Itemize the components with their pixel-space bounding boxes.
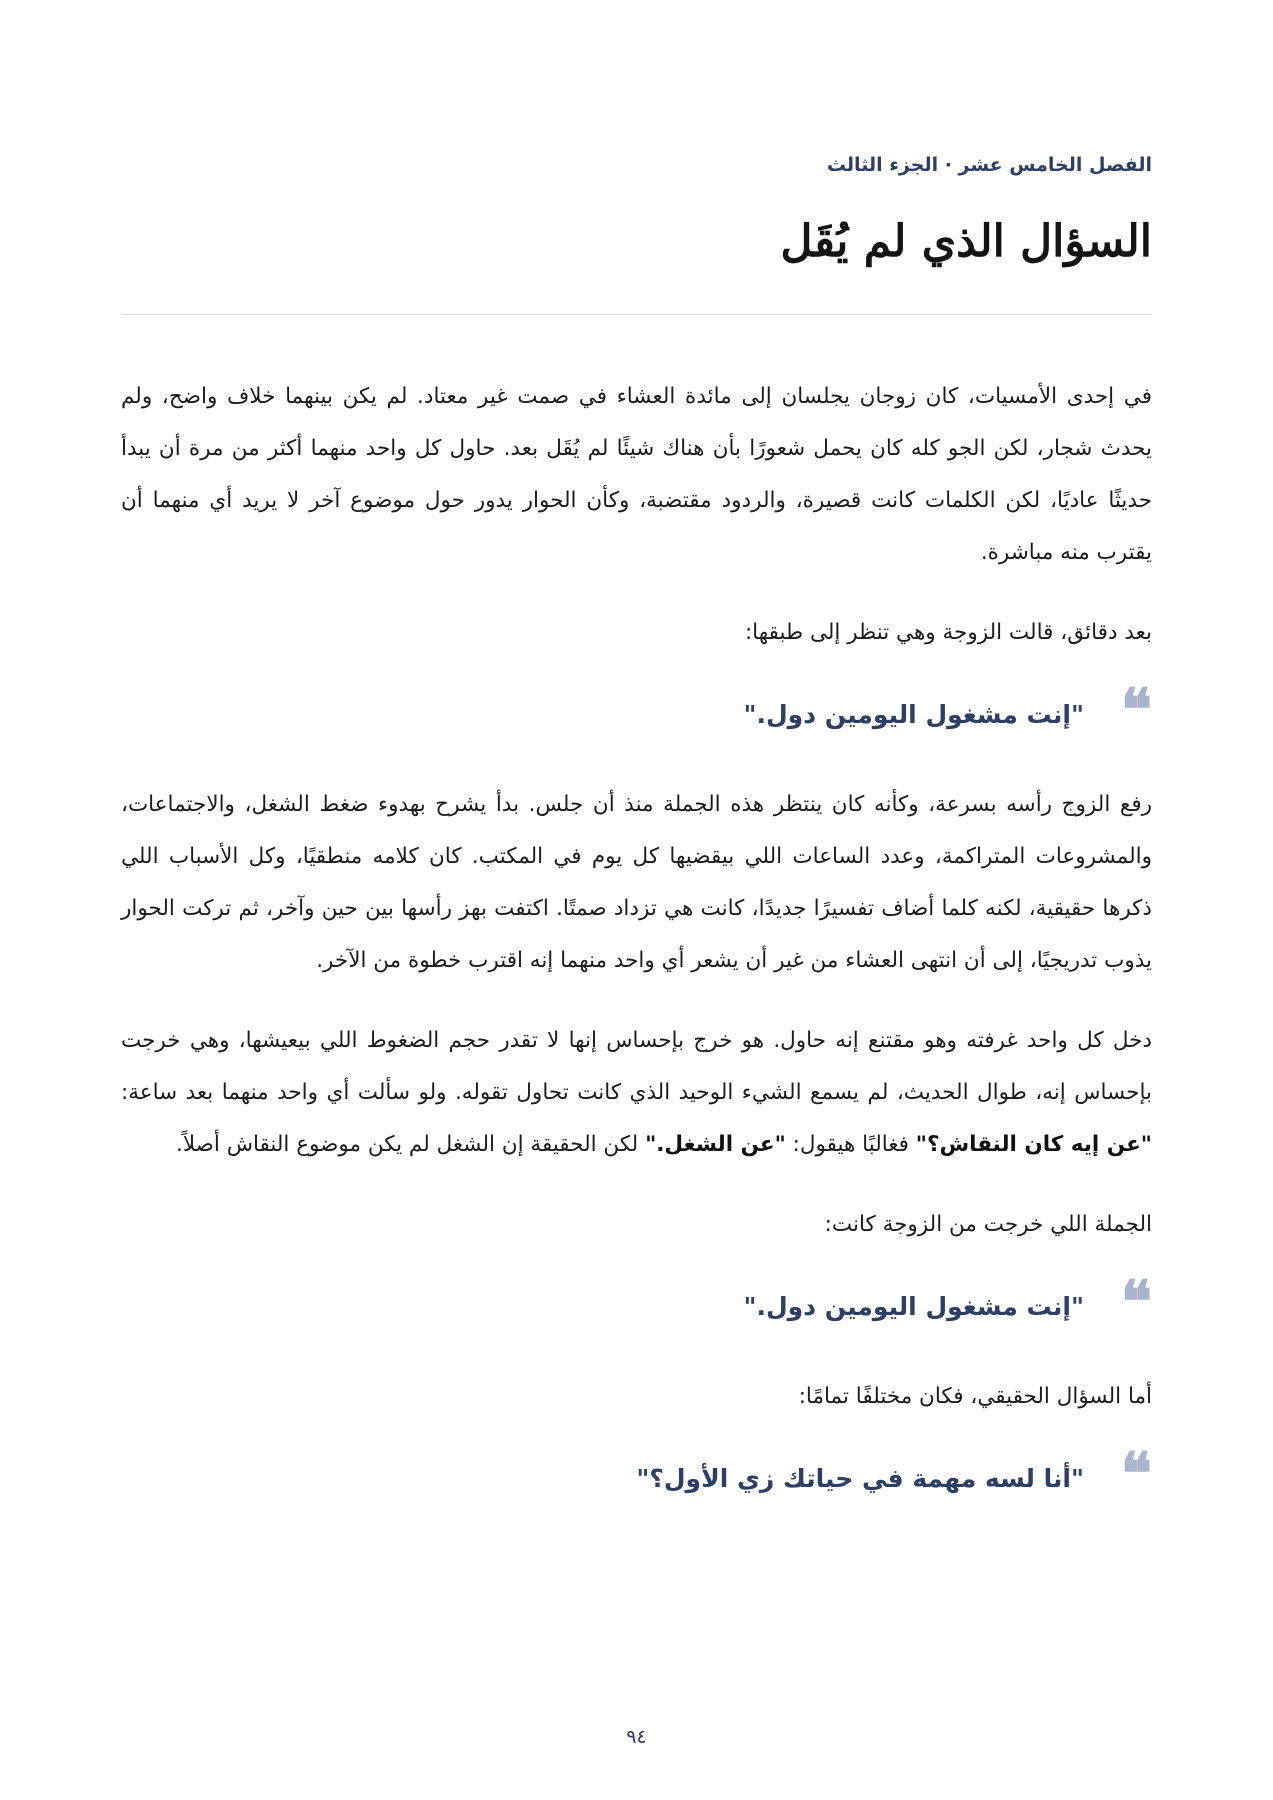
page-title: السؤال الذي لم يُقَل [780, 216, 1152, 267]
quote-text: "أنا لسه مهمة في حياتك زي الأول؟" [636, 1464, 1084, 1493]
pull-quote-1 [121, 676, 1152, 749]
paragraph-aftermath [121, 1015, 1152, 1171]
pull-quote-3 [121, 1440, 1152, 1513]
emphasis-answer: "عن الشغل." [645, 1132, 786, 1157]
chapter-label: الفصل الخامس عشر · الجزء الثالث [826, 154, 1152, 176]
paragraph-text: لكن الحقيقة إن الشغل لم يكن موضوع النقاش أصلاً. [175, 1132, 646, 1157]
chapter-body [121, 371, 1152, 1513]
page-number: ٩٤ [626, 1726, 647, 1748]
paragraph-text: فغالبًا هيقول: [785, 1132, 916, 1157]
pull-quote-2 [121, 1268, 1152, 1341]
paragraph-real-question: أما السؤال الحقيقي، فكان مختلفًا تمامًا: [798, 1384, 1152, 1409]
quote-mark-icon: ❝ [1120, 1268, 1152, 1336]
quote-text: "إنت مشغول اليومين دول." [743, 700, 1084, 729]
quote-mark-icon: ❝ [1120, 1440, 1152, 1508]
paragraph-wife-said: بعد دقائق، قالت الزوجة وهي تنظر إلى طبقها: [744, 620, 1152, 645]
title-divider [121, 314, 1152, 315]
paragraph-husband-reply: رفع الزوج رأسه بسرعة، وكأنه كان ينتظر هذه الجملة منذ أن جلس. بدأ يشرح بهدوء ضغط الشغل، والاجتماعات، والمشروعات المتراكمة، وعدد الساعات اللي بيقضيها كل يوم في المكتب. كان كلامه منطقيًا، وكل الأسباب اللي ذكرها حقيقية، لكنه كلما أضاف تفسيرًا جديدًا، كانت هي تزداد صمتًا. اكتفت بهز رأسها بين حين وآخر، ثم تركت الحوار يذوب تدريجيًا، إلى أن انتهى العشاء من غير أن يشعر أي واحد منهما إنه اقترب خطوة من الآخر. [121, 792, 1152, 973]
emphasis-question: "عن إيه كان النقاش؟" [915, 1132, 1152, 1157]
paragraph-intro: في إحدى الأمسيات، كان زوجان يجلسان إلى مائدة العشاء في صمت غير معتاد. لم يكن بينهما خلاف واضح، ولم يحدث شجار، لكن الجو كله كان يحمل شعورًا بأن هناك شيئًا لم يُقَل بعد. حاول كل واحد منهما أكثر من مرة أن يبدأ حديثًا عاديًا، لكن الكلمات كانت قصيرة، والردود مقتضبة، وكأن الحوار يدور حول موضوع آخر لا يريد أي منهما أن يقترب منه مباشرة. [121, 384, 1152, 565]
paragraph-text: دخل كل واحد غرفته وهو مقتنع إنه حاول. هو خرج بإحساس إنها لا تقدر حجم الضغوط اللي بيعيشها، وهي خرجت بإحساس إنه، طوال الحديث، لم يسمع الشيء الوحيد الذي كانت تحاول تقوله. ولو سألت أي واحد منهما بعد ساعة: [121, 1028, 1152, 1105]
quote-text: "إنت مشغول اليومين دول." [743, 1292, 1084, 1321]
paragraph-wife-sentence: الجملة اللي خرجت من الزوجة كانت: [824, 1212, 1152, 1237]
quote-mark-icon: ❝ [1120, 676, 1152, 744]
